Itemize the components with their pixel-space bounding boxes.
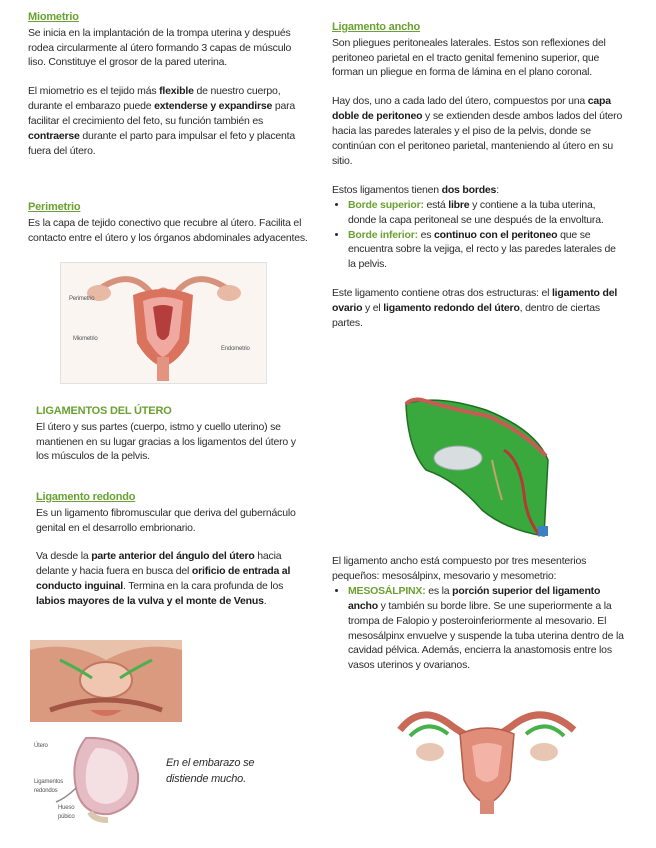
redondo-text-1: Es un ligamento fibromuscular que deriva del gubernáculo genital en el desarrollo embrionario. — [36, 506, 296, 534]
miometrio-title: Miometrio — [28, 11, 79, 23]
miometrio-text-2: El miometrio es el tejido más flexible de nuestro cuerpo, durante el embarazo puede extenderse y expandirse para facilitar el crecimiento del feto, su función también es contraerse durante el parto para impulsar el feto y placenta fuera del útero. — [28, 85, 296, 157]
label-miometrio: Miometrio — [73, 336, 98, 342]
uterus-layers-image — [60, 262, 267, 384]
ancho-title: Ligamento ancho — [332, 21, 421, 33]
miometrio-section — [28, 10, 308, 159]
list-item: • Borde inferior: es continuo con el peritoneo que se encuentra sobre la vejiga, el recto y las paredes laterales de la pelvis. — [348, 228, 626, 273]
ligamentos-title: LIGAMENTOS DEL ÚTERO — [36, 405, 172, 417]
ancho-text-5: El ligamento ancho está compuesto por tres mesenterios pequeños: mesosálpinx, mesovario y mesometrio: — [332, 555, 587, 582]
list-item: • MESOSÁLPINX: es la porción superior del ligamento ancho y también su borde libre. Se une superiormente a la trompa de Falopio y posteroinferiormente al mesovario. El mesosálpinx envuelve y suspende la tuba uterina dentro de la cavidad pélvica. Además, encierra la anastomosis entre los vasos uterinos y ovarianos. — [348, 584, 626, 673]
label-perimetrio: Perimetrio — [69, 296, 95, 302]
perimetrio-text: Es la capa de tejido conectivo que recubre al útero. Facilita el contacto entre el útero y los órganos abdominales adyacentes. — [28, 216, 308, 244]
mesenterios-list — [332, 584, 626, 673]
ancho-section — [332, 20, 626, 331]
label-hueso-pubico: Hueso púbico — [58, 805, 75, 820]
bordes-list — [332, 198, 626, 273]
pregnancy-image — [30, 728, 160, 824]
redondo-section — [36, 490, 306, 609]
label-endometrio: Endometrio — [221, 346, 250, 352]
perimetrio-title: Perimetrio — [28, 201, 81, 213]
ancho-text-3: Estos ligamentos tienen dos bordes: — [332, 183, 499, 196]
perimetrio-section — [28, 200, 308, 245]
ancho-text-4: Este ligamento contiene otras dos estructuras: el ligamento del ovario y el ligamento redondo del útero, dentro de ciertas partes. — [332, 287, 618, 330]
miometrio-text-1: Se inicia en la implantación de la trompa uterina y después rodea circularmente al útero formando 3 capas de músculo liso. Constituye el grosor de la pared uterina. — [28, 26, 292, 69]
ancho-text-2: Hay dos, uno a cada lado del útero, compuestos por una capa doble de peritoneo y se extienden desde ambos lados del útero hacia las paredes laterales y el piso de la pelvis, donde se continúan con el peritoneo parietal, manteniendo al útero en su sitio. — [332, 95, 623, 167]
redondo-text-2: Va desde la parte anterior del ángulo del útero hacia delante y hacia fuera en busca del orificio de entrada al conducto inguinal. Termina en la cara profunda de los labios mayores de la vulva y el monte de Venus. — [36, 550, 291, 608]
redondo-title: Ligamento redondo — [36, 491, 136, 503]
pregnancy-caption: En el embarazo se distiende mucho. — [166, 757, 255, 785]
ancho-composition-section — [332, 554, 626, 673]
mesosalpinx-image — [392, 696, 582, 814]
label-ligamentos-redondos: Ligamentos redondos — [34, 779, 64, 794]
broad-ligament-image — [396, 390, 551, 540]
list-item: • Borde superior: está libre y contiene a la tuba uterina, donde la capa peritoneal se une después de la envoltura. — [348, 198, 626, 228]
ligamentos-text: El útero y sus partes (cuerpo, istmo y cuello uterino) se mantienen en su lugar gracias a los ligamentos del útero y los músculos de la pelvis. — [36, 420, 296, 463]
round-ligament-image — [30, 640, 182, 722]
ligamentos-section — [36, 404, 306, 464]
ancho-text-1: Son pliegues peritoneales laterales. Estos son reflexiones del peritoneo parietal en el tracto genital femenino superior, que forman un pliegue en forma de lámina en el plano coronal. — [332, 36, 606, 79]
label-utero: Útero — [34, 743, 48, 749]
